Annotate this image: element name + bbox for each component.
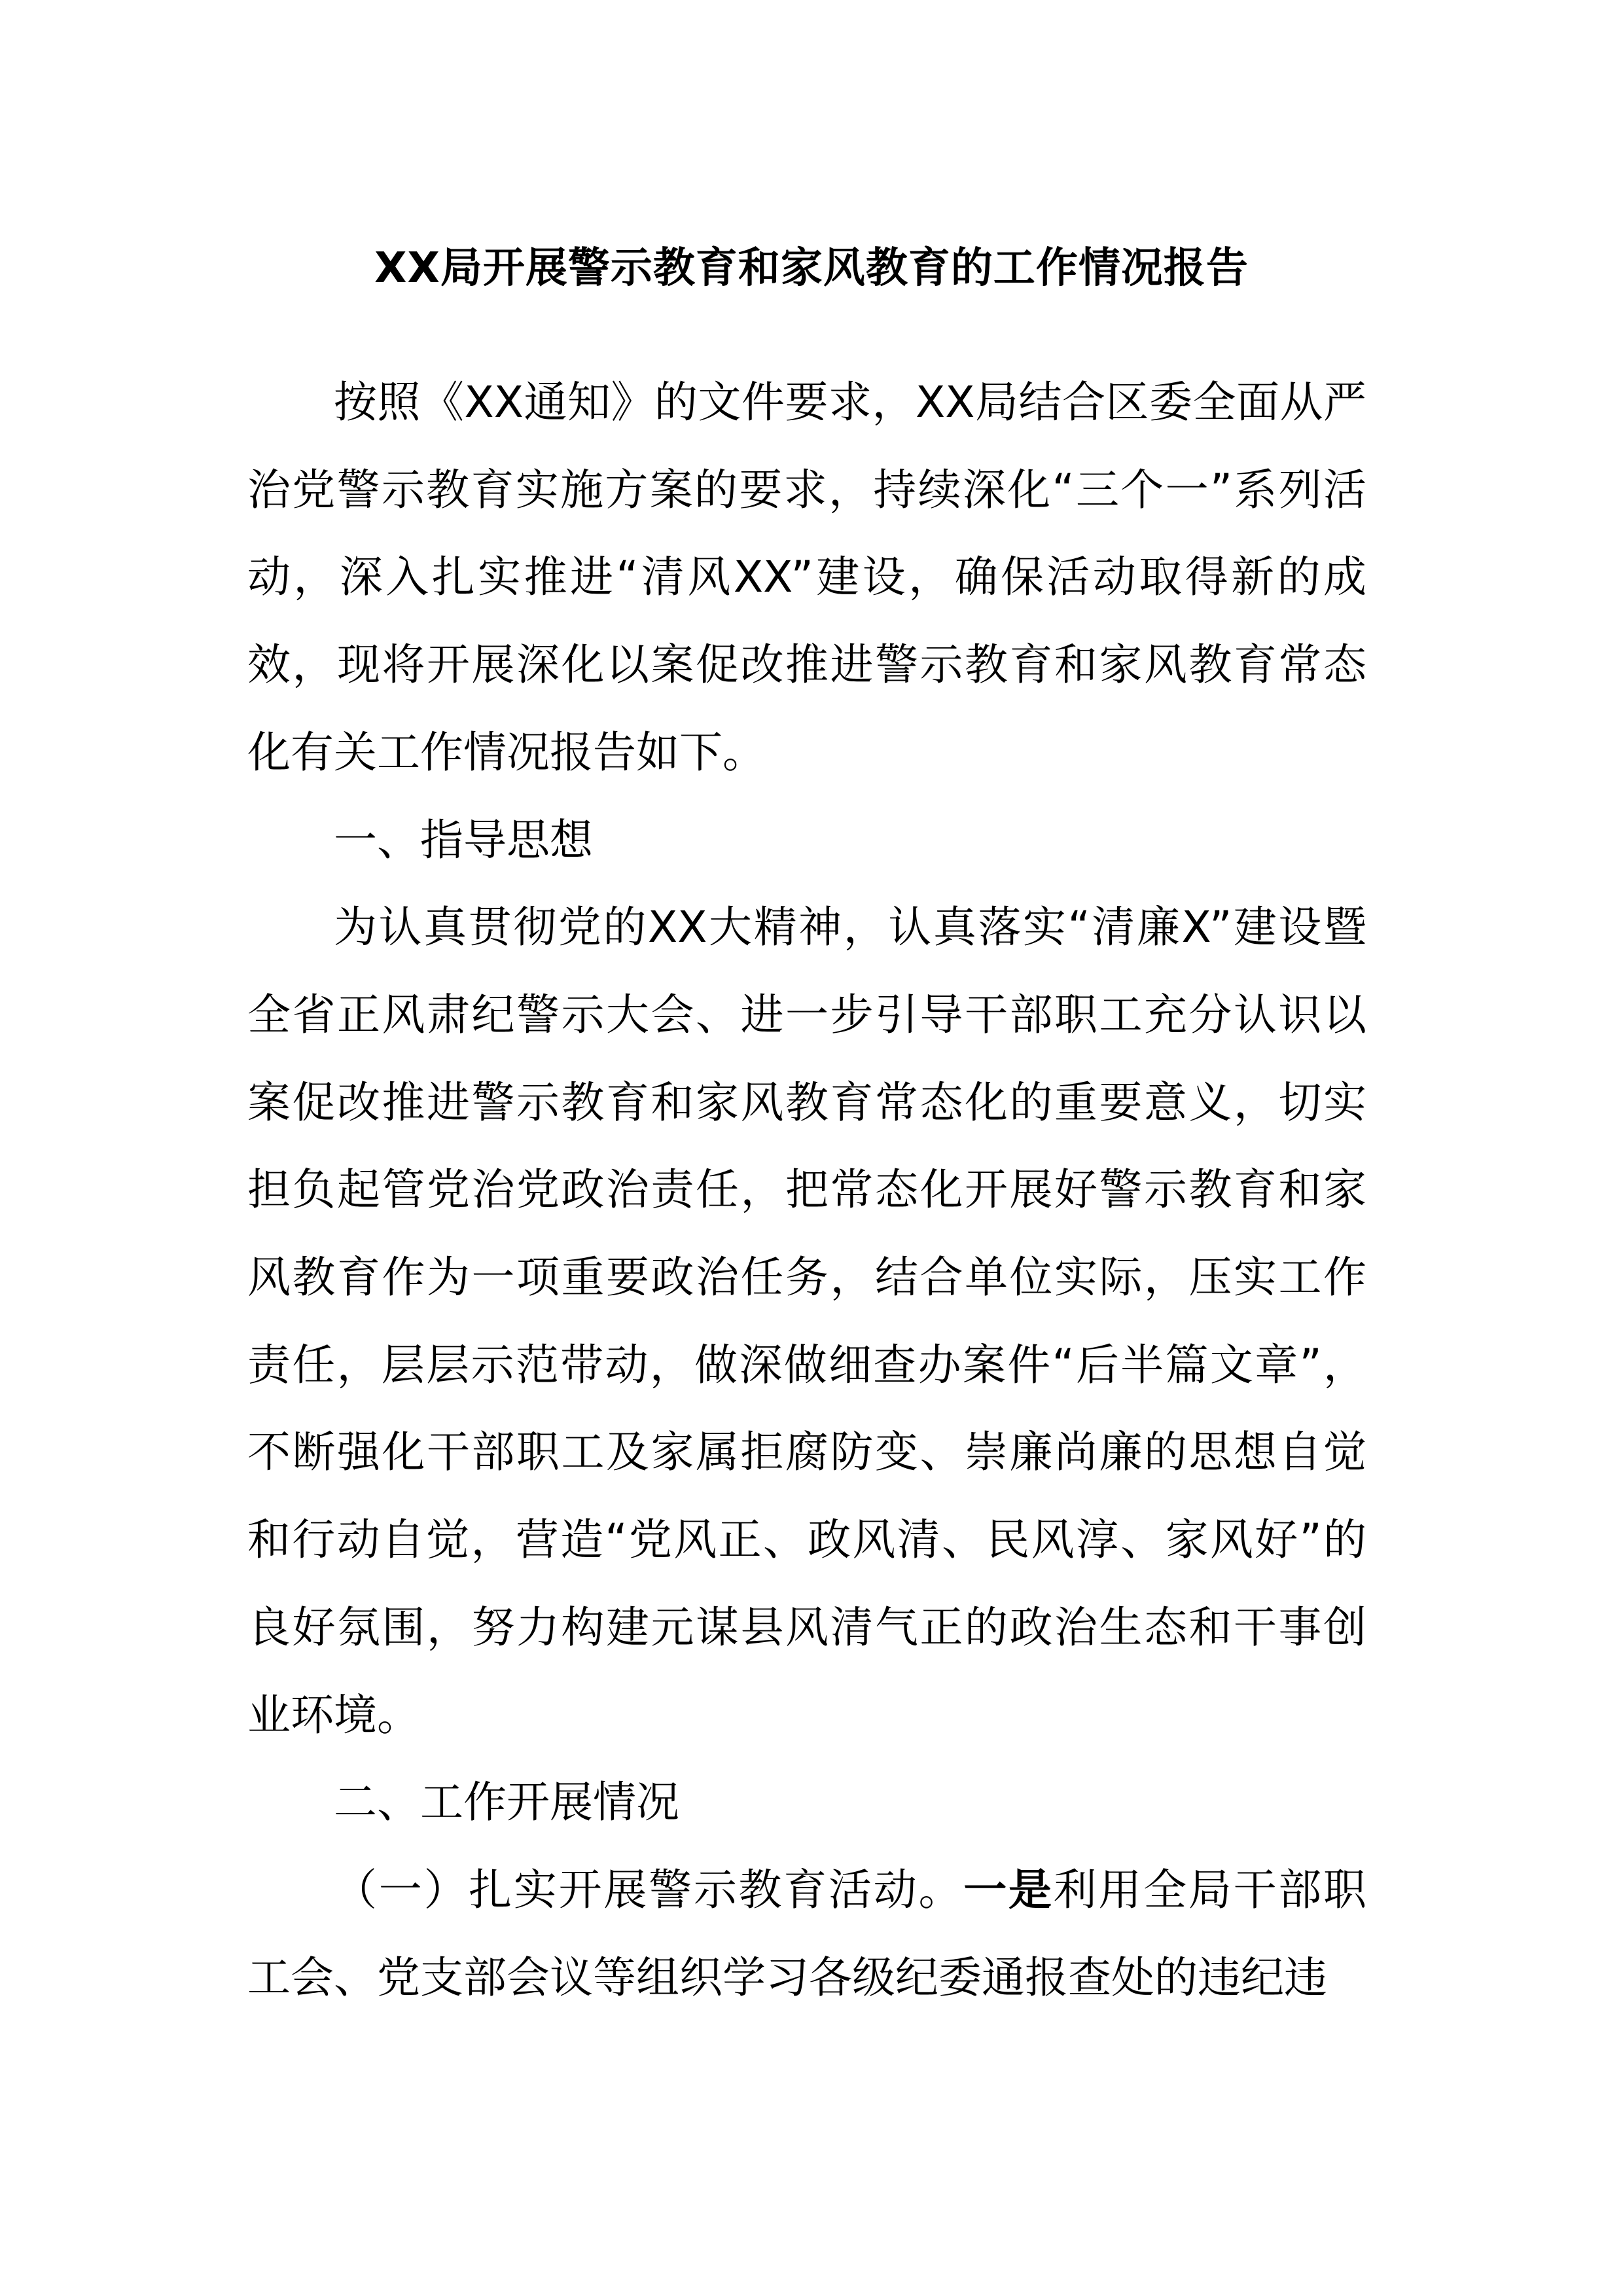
first-point-text: 利用全局干部职工会、党支部会议等组织学习各级纪委通报查处的违纪违 [247,1864,1367,2003]
emphasis-first-point: 一是 [963,1864,1054,1915]
subsection-heading: （一）扎实开展警示教育活动。 [334,1864,964,1915]
warning-education-paragraph [247,1846,1366,2021]
intro-paragraph: 按照《XX通知》的文件要求，XX局结合区委全面从严治党警示教育实施方案的要求，持续深化“三个一”系列活动，深入扎实推进“清风XX”建设，确保活动取得新的成效，现将开展深化以案促改推进警示教育和家风教育常态化有关工作情况报告如下。 [247,377,1366,778]
document-body [247,359,1366,2021]
guiding-thought-paragraph: 为认真贯彻党的XX大精神，认真落实“清廉X”建设暨全省正风肃纪警示大会、进一步引导干部职工充分认识以案促改推进警示教育和家风教育常态化的重要意义，切实担负起管党治党政治责任，把常态化开展好警示教育和家风教育作为一项重要政治任务，结合单位实际，压实工作责任，层层示范带动，做深做细查办案件“后半篇文章”，不断强化干部职工及家属拒腐防变、崇廉尚廉的思想自觉和行动自觉，营造“党风正、政风清、民风淳、家风好”的良好氛围，努力构建元谋县风清气正的政治生态和干事创业环境。 [247,902,1366,1740]
document-title: XX局开展警示教育和家风教育的工作情况报告 [374,244,1249,293]
section-heading-work-progress: 二、工作开展情况 [334,1777,679,1828]
section-heading-guiding-thought: 一、指导思想 [334,814,593,865]
